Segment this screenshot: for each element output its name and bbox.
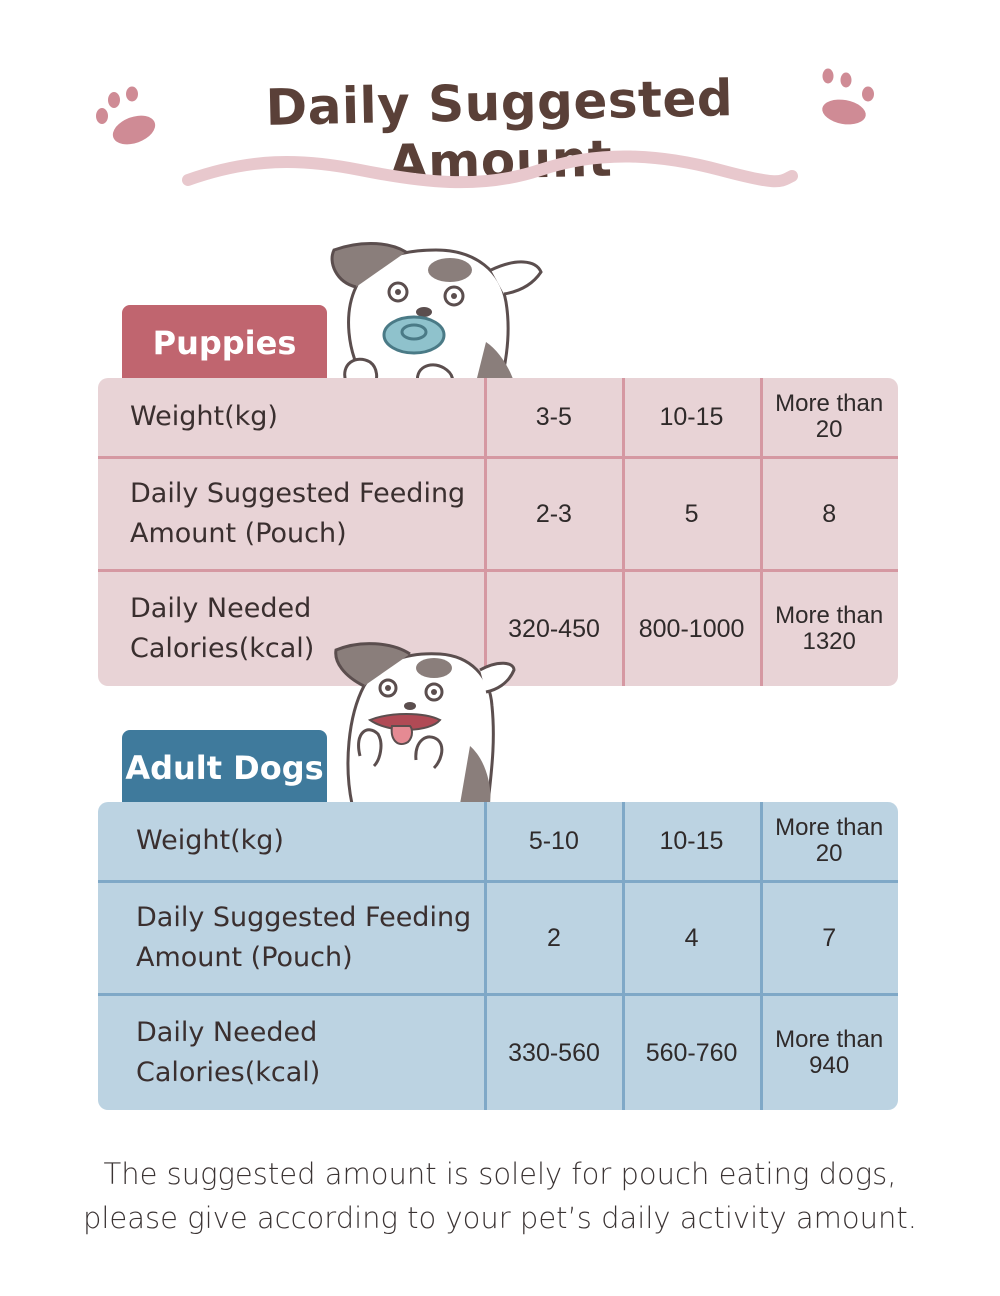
table-cell: 2	[546, 924, 561, 952]
column-divider	[760, 378, 763, 686]
table-cell: More than 20	[775, 814, 884, 867]
row-label: Weight(kg)	[130, 401, 278, 432]
table-cell: More than 20	[775, 390, 884, 443]
table-cell: More than 1320	[775, 602, 884, 655]
column-divider	[622, 378, 625, 686]
table-row	[98, 802, 898, 880]
table-cell: 7	[822, 924, 837, 952]
row-label: Daily Needed Calories(kcal)	[136, 1017, 321, 1088]
table-cell: 800-1000	[638, 615, 745, 643]
adult-dogs-table	[98, 802, 898, 1110]
row-label: Daily Suggested Feeding Amount (Pouch)	[136, 902, 472, 973]
puppy-with-pacifier-illustration	[326, 232, 546, 392]
column-divider	[760, 802, 763, 1110]
table-cell: 4	[684, 924, 699, 952]
adult-dog-licking-illustration	[330, 636, 520, 806]
footer-line: please give according to your pet’s daily activity amount.	[82, 1201, 918, 1235]
adult-dogs-tab: Adult Dogs	[122, 730, 327, 806]
puppies-tab: Puppies	[122, 305, 327, 381]
row-divider	[98, 880, 898, 883]
column-divider	[622, 802, 625, 1110]
table-row	[98, 883, 898, 993]
table-cell: 10-15	[659, 827, 724, 855]
row-label: Daily Suggested Feeding Amount (Pouch)	[130, 478, 466, 549]
table-cell: 3-5	[535, 403, 572, 431]
table-row	[98, 459, 898, 569]
table-cell: 8	[822, 500, 837, 528]
table-row	[98, 996, 898, 1110]
table-cell: More than 940	[775, 1026, 884, 1079]
page-title: Daily Suggested Amount	[265, 69, 734, 193]
row-divider	[98, 569, 898, 572]
table-cell: 330-560	[508, 1039, 600, 1067]
wavy-divider	[180, 150, 800, 200]
row-label: Daily Needed Calories(kcal)	[130, 593, 315, 664]
table-cell: 10-15	[659, 403, 724, 431]
paw-icon	[92, 86, 162, 150]
footer-line: The suggested amount is solely for pouch eating dogs,	[103, 1157, 897, 1191]
column-divider	[484, 802, 487, 1110]
table-cell: 560-760	[645, 1039, 738, 1067]
table-cell: 5-10	[528, 827, 579, 855]
row-label: Weight(kg)	[136, 825, 284, 856]
footer-note	[60, 1152, 940, 1240]
row-divider	[98, 993, 898, 996]
table-row	[98, 378, 898, 456]
table-cell: 2-3	[535, 500, 572, 528]
table-cell: 320-450	[508, 615, 600, 643]
row-divider	[98, 456, 898, 459]
table-cell: 5	[684, 500, 699, 528]
paw-icon	[814, 66, 884, 130]
